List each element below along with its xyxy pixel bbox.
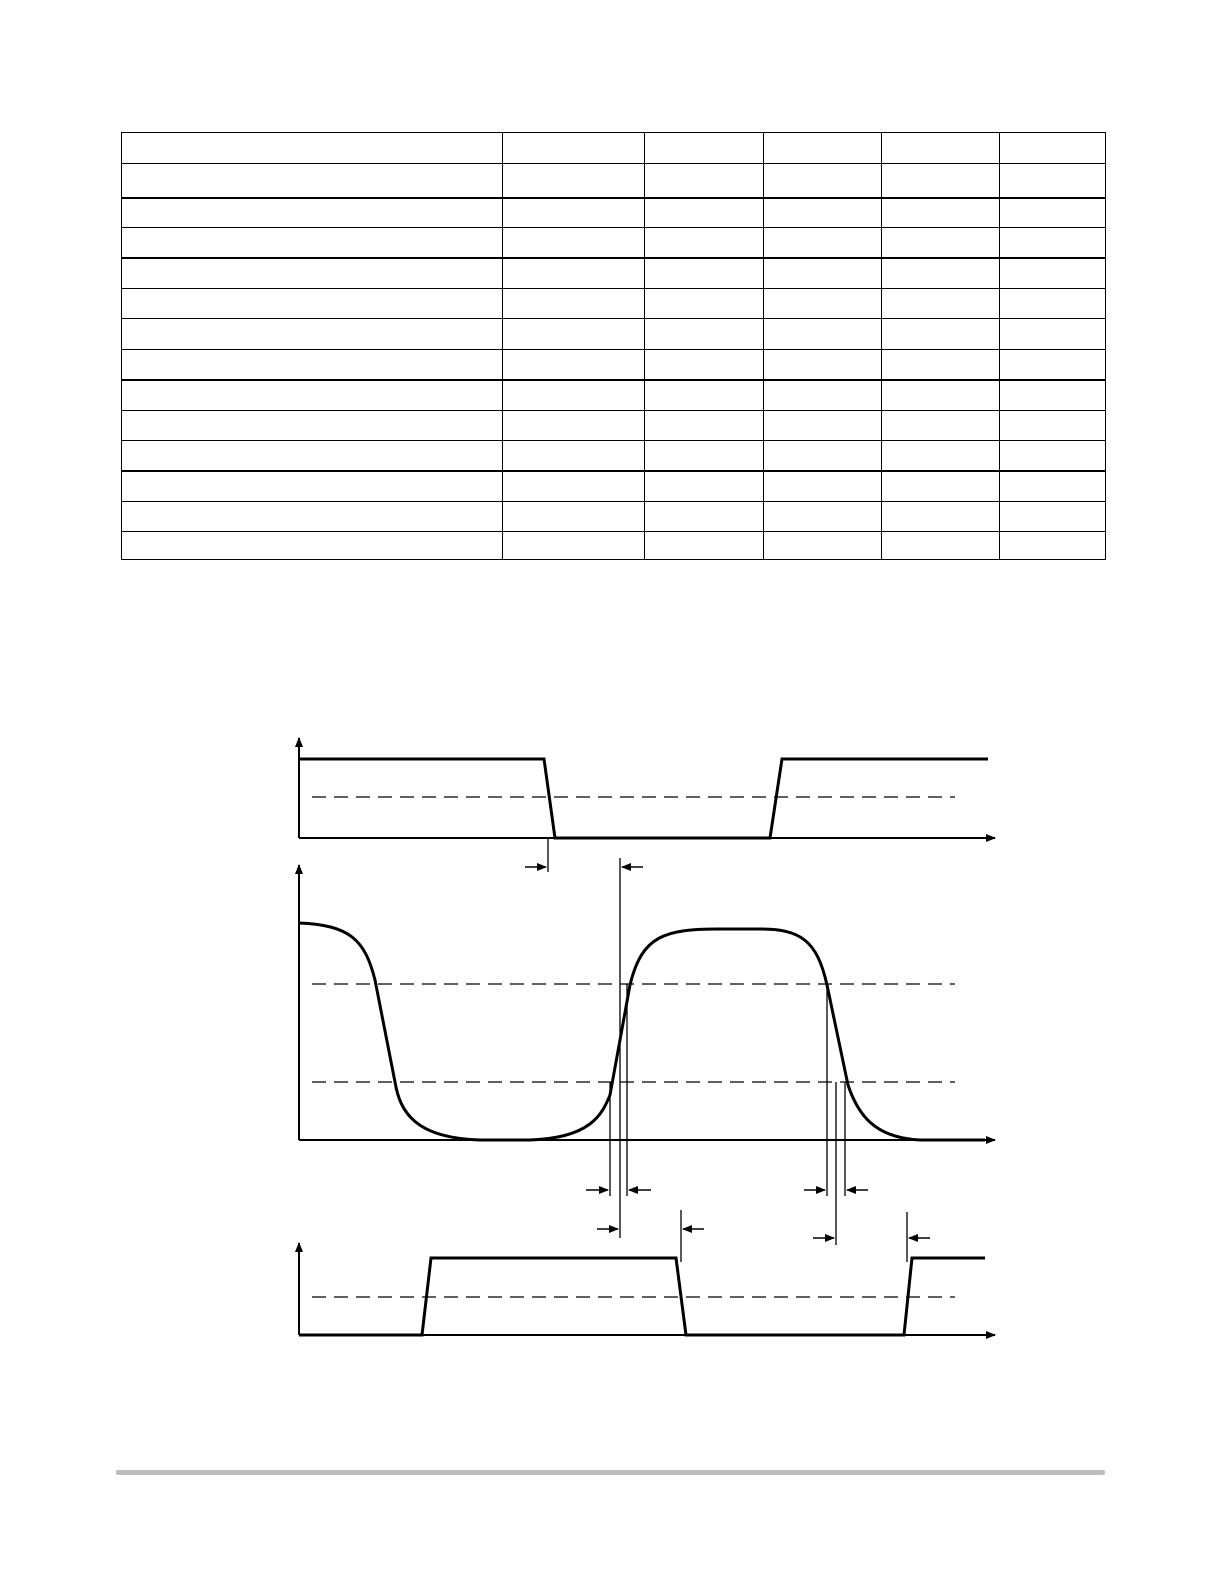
table-cell bbox=[764, 350, 882, 380]
footer-rule bbox=[116, 1470, 1105, 1475]
table-cell bbox=[882, 258, 1000, 289]
table-cell bbox=[503, 164, 645, 198]
table-cell bbox=[503, 133, 645, 164]
table-cell bbox=[764, 228, 882, 258]
table-cell bbox=[645, 502, 764, 532]
table-cell bbox=[645, 164, 764, 198]
table-row bbox=[122, 289, 1106, 319]
table-cell bbox=[882, 198, 1000, 228]
input-waveform bbox=[299, 738, 995, 838]
table-cell bbox=[122, 471, 503, 502]
table-cell bbox=[645, 441, 764, 471]
table-cell bbox=[1000, 380, 1106, 411]
table-cell bbox=[764, 380, 882, 411]
table-cell bbox=[645, 350, 764, 380]
table-cell bbox=[503, 319, 645, 350]
output-waveform bbox=[299, 865, 995, 1140]
table-cell bbox=[122, 164, 503, 198]
table-cell bbox=[122, 228, 503, 258]
table-cell bbox=[645, 228, 764, 258]
table-cell bbox=[882, 532, 1000, 560]
table-cell bbox=[882, 164, 1000, 198]
table-cell bbox=[882, 380, 1000, 411]
table-row bbox=[122, 258, 1106, 289]
table-cell bbox=[882, 228, 1000, 258]
table-row bbox=[122, 319, 1106, 350]
table-cell bbox=[503, 228, 645, 258]
table-cell bbox=[1000, 198, 1106, 228]
table-cell bbox=[1000, 350, 1106, 380]
table-cell bbox=[122, 411, 503, 441]
table-cell bbox=[645, 380, 764, 411]
table-cell bbox=[503, 350, 645, 380]
table-cell bbox=[1000, 532, 1106, 560]
table-cell bbox=[503, 502, 645, 532]
table-cell bbox=[645, 258, 764, 289]
table-row bbox=[122, 441, 1106, 471]
table-row bbox=[122, 471, 1106, 502]
table-cell bbox=[1000, 228, 1106, 258]
table-row bbox=[122, 411, 1106, 441]
table-row bbox=[122, 350, 1106, 380]
table-cell bbox=[122, 258, 503, 289]
output2-waveform bbox=[299, 1243, 995, 1335]
table-cell bbox=[764, 441, 882, 471]
table-cell bbox=[503, 258, 645, 289]
table-row bbox=[122, 502, 1106, 532]
table-cell bbox=[764, 164, 882, 198]
table-cell bbox=[1000, 411, 1106, 441]
timing-arrows bbox=[525, 867, 930, 1238]
table-cell bbox=[882, 411, 1000, 441]
timing-marker-lines bbox=[548, 838, 907, 1262]
table-cell bbox=[882, 289, 1000, 319]
spec-table bbox=[121, 132, 1106, 560]
table-cell bbox=[882, 350, 1000, 380]
table-cell bbox=[645, 532, 764, 560]
table-cell bbox=[764, 133, 882, 164]
table-cell bbox=[882, 441, 1000, 471]
table-cell bbox=[1000, 164, 1106, 198]
timing-diagram bbox=[0, 720, 1225, 1400]
table-cell bbox=[645, 411, 764, 441]
table-cell bbox=[122, 289, 503, 319]
table-cell bbox=[1000, 441, 1106, 471]
table-row bbox=[122, 532, 1106, 560]
table-cell bbox=[645, 289, 764, 319]
table-cell bbox=[1000, 471, 1106, 502]
table-cell bbox=[503, 471, 645, 502]
table-cell bbox=[882, 502, 1000, 532]
table-row bbox=[122, 380, 1106, 411]
output-signal bbox=[299, 923, 985, 1140]
spec-table-body bbox=[122, 133, 1106, 560]
table-cell bbox=[503, 441, 645, 471]
table-cell bbox=[122, 133, 503, 164]
table-cell bbox=[1000, 133, 1106, 164]
table-cell bbox=[882, 133, 1000, 164]
table-cell bbox=[882, 471, 1000, 502]
table-cell bbox=[122, 319, 503, 350]
table-cell bbox=[1000, 502, 1106, 532]
table-cell bbox=[764, 411, 882, 441]
table-cell bbox=[122, 441, 503, 471]
table-cell bbox=[122, 532, 503, 560]
table-cell bbox=[764, 289, 882, 319]
table-cell bbox=[764, 198, 882, 228]
table-cell bbox=[1000, 289, 1106, 319]
table-cell bbox=[645, 133, 764, 164]
table-cell bbox=[122, 350, 503, 380]
table-cell bbox=[503, 411, 645, 441]
table-row bbox=[122, 164, 1106, 198]
table-cell bbox=[503, 198, 645, 228]
table-cell bbox=[1000, 258, 1106, 289]
table-cell bbox=[764, 258, 882, 289]
table-cell bbox=[503, 289, 645, 319]
table-cell bbox=[645, 198, 764, 228]
table-cell bbox=[1000, 319, 1106, 350]
table-cell bbox=[764, 502, 882, 532]
table-cell bbox=[503, 532, 645, 560]
table-cell bbox=[764, 471, 882, 502]
table-row bbox=[122, 133, 1106, 164]
table-cell bbox=[503, 380, 645, 411]
table-cell bbox=[122, 380, 503, 411]
input-signal bbox=[299, 759, 988, 838]
table-cell bbox=[122, 502, 503, 532]
table-cell bbox=[645, 471, 764, 502]
table-cell bbox=[764, 532, 882, 560]
table-cell bbox=[645, 319, 764, 350]
table-row bbox=[122, 198, 1106, 228]
table-cell bbox=[122, 198, 503, 228]
table-row bbox=[122, 228, 1106, 258]
table-cell bbox=[882, 319, 1000, 350]
table-cell bbox=[764, 319, 882, 350]
